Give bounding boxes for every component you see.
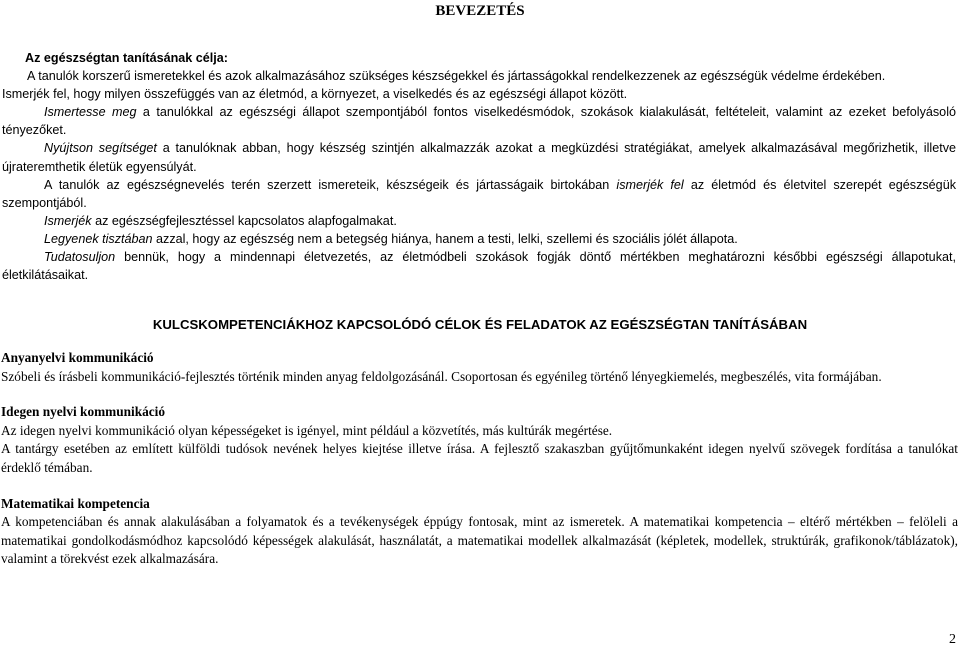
competency-paragraph: A kompetenciában és annak alakulásában a folyamatok és a tevékenységek éppúgy fontosak, mint az ismeretek. A matematikai kompetencia – eltérő mértékben – felöleli a matematikai gondolkodásmódhoz kapcsolódó képességek alakulását, használatát, a matematikai modellek alkalmazását (képletek, modellek, struktúrák, grafikonok/táblázatok), valamint a törekvést ezek alkalmazására. xyxy=(1,514,958,567)
goal-emphasis: Tudatosuljon xyxy=(44,250,116,265)
page-title: BEVEZETÉS xyxy=(435,3,525,19)
page-number: 2 xyxy=(949,632,956,647)
goal-paragraph-5 xyxy=(2,176,956,212)
goals-heading: Az egészségtan tanításának célja: xyxy=(25,51,228,65)
goal-text: az egészségfejlesztéssel kapcsolatos alapfogalmakat. xyxy=(91,213,397,228)
competency-title: Anyanyelvi kommunikáció xyxy=(1,350,154,365)
goal-paragraph-6 xyxy=(2,212,956,230)
goal-text: A tanulók az egészségnevelés terén szerzett ismereteik, készségeik és jártasságaik birtokában xyxy=(44,177,617,192)
section-title: KULCSKOMPETENCIÁKHOZ KAPCSOLÓDÓ CÉLOK ÉS FELADATOK AZ EGÉSZSÉGTAN TANÍTÁSÁBAN xyxy=(152,317,808,332)
goal-paragraph-8 xyxy=(2,248,956,284)
goal-emphasis: Ismertesse meg xyxy=(44,105,137,120)
goal-text: bennük, hogy a mindennapi életvezetés, az életmódbeli szokások fogják döntő mértékben meghatározni későbbi egészségi állapotukat, életkilátásaikat. xyxy=(2,250,956,283)
competency-block xyxy=(1,403,958,477)
competencies-section xyxy=(0,349,960,586)
competency-paragraph: A tantárgy esetében az említett külföldi tudósok nevének helyes kiejtése illetve írása. A fejlesztő szakaszban gyűjtőmunkaként idegen nyelvű szövegek fordítása a tanulókat érdeklő témában. xyxy=(1,441,958,475)
goal-paragraph-7 xyxy=(2,230,956,248)
goal-text: azzal, hogy az egészség nem a betegség hiánya, hanem a testi, lelki, szellemi és szociális jólét állapota. xyxy=(152,231,738,246)
goal-paragraph-3 xyxy=(2,103,956,139)
goal-text: az életmód és életvitel szerepét egészségük szempontjából. xyxy=(2,177,956,210)
competency-title: Matematikai kompetencia xyxy=(1,495,150,511)
goal-paragraph-1: A tanulók korszerű ismeretekkel és azok alkalmazásához szükséges készségekkel és jártasságokkal rendelkezzenek az egészségük védelme érdekében. xyxy=(27,69,886,84)
goal-emphasis: Legyenek tisztában xyxy=(44,231,153,246)
goal-emphasis: ismerjék fel xyxy=(616,177,684,192)
goal-emphasis: Ismerjék xyxy=(44,213,92,228)
competency-title: Idegen nyelvi kommunikáció xyxy=(1,404,166,420)
goals-section xyxy=(0,49,960,284)
goal-emphasis: Nyújtson segítséget xyxy=(44,141,157,156)
goal-text: a tanulókkal az egészségi állapot szempontjából fontos viselkedésmódok, szokások kialakulását, feltételeit, valamint az ezeket befolyásoló tényezőket. xyxy=(2,105,956,138)
goal-text: a tanulóknak abban, hogy készség szintjén alkalmazzák azokat a megküzdési stratégiákat, amelyek alkalmazásával megőrizhetik, illetve újrateremthetik életük egyensúlyát. xyxy=(2,141,956,174)
competency-block xyxy=(1,349,958,386)
goal-paragraph-4 xyxy=(2,139,956,175)
competency-paragraph: Az idegen nyelvi kommunikáció olyan képességeket is igényel, mint például a közvetítés, más kultúrák megértése. xyxy=(1,422,613,438)
competency-paragraph: Szóbeli és írásbeli kommunikáció-fejlesztés történik minden anyag feldolgozásánál. Csoportosan és egyénileg történő lényegkiemelés, megbeszélés, vita formájában. xyxy=(1,368,882,384)
goal-paragraph-2: Ismerjék fel, hogy milyen összefüggés van az életmód, a környezet, a viselkedés és az egészségi állapot között. xyxy=(2,87,628,102)
competency-block xyxy=(1,495,958,569)
